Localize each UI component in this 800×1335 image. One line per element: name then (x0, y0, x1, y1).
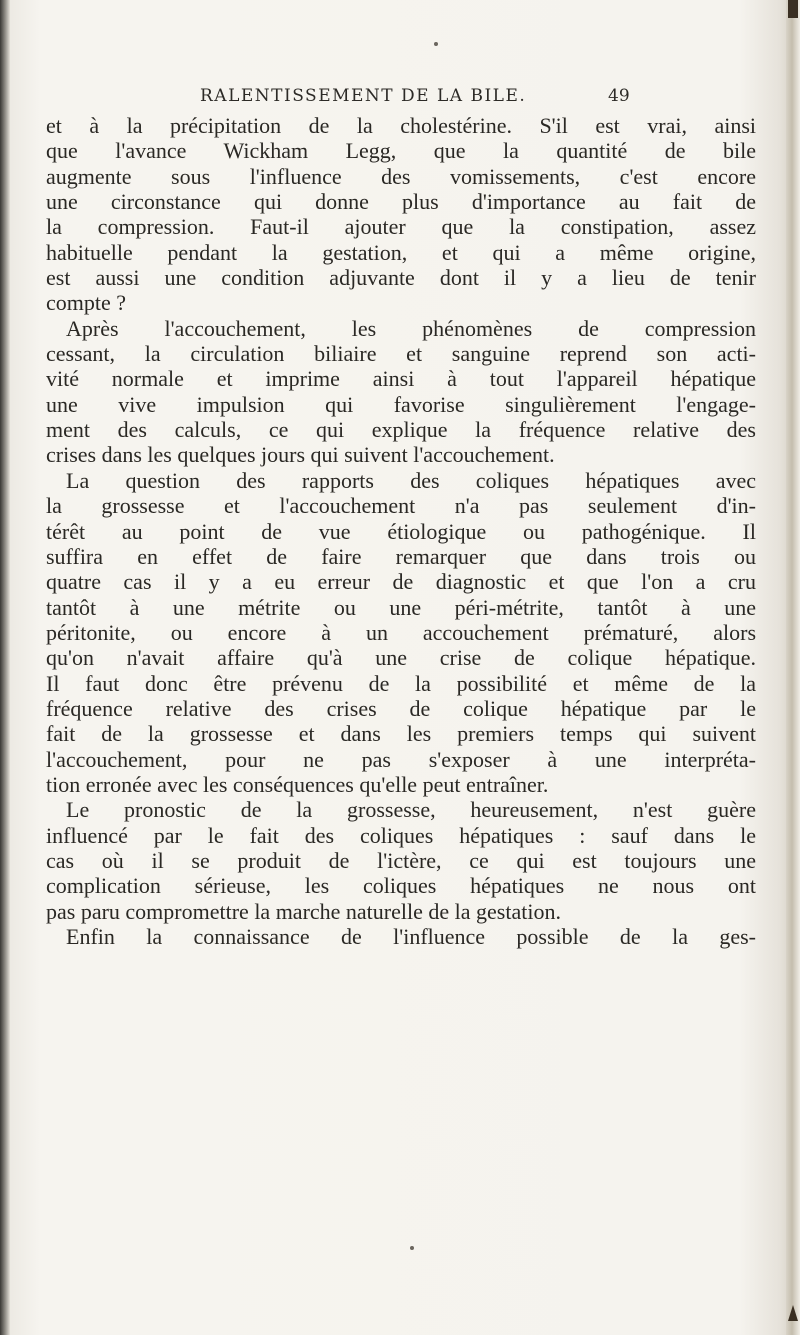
text-line: suffira en effet de faire remarquer que dans trois ou (46, 543, 756, 569)
text-line: et à la précipitation de la cholestérine. S'il est vrai, ainsi (46, 113, 756, 138)
text-line: cas où il se produit de l'ictère, ce qui est toujours une (46, 847, 756, 873)
page-edge (786, 0, 800, 1335)
paragraph-start-line: Enfin la connaissance de l'influence possible de la ges- (66, 924, 756, 949)
body-text (46, 113, 756, 949)
text-line: térêt au point de vue étiologique ou pathogénique. Il (46, 518, 756, 544)
paragraph-start-line: La question des rapports des coliques hépatiques avec (66, 467, 756, 493)
running-head (200, 86, 630, 106)
text-line: compte ? (46, 290, 127, 316)
text-line: une vive impulsion qui favorise singulièrement l'engage- (46, 391, 756, 417)
running-title: RALENTISSEMENT DE LA BILE. (200, 86, 527, 106)
speck-top (434, 42, 438, 46)
text-line: est aussi une condition adjuvante dont il y a lieu de tenir (46, 265, 756, 291)
text-line: quatre cas il y a eu erreur de diagnostic et que l'on a cru (46, 569, 756, 595)
text-line: pas paru compromettre la marche naturelle de la gestation. (46, 898, 561, 924)
corner-mark-top (788, 0, 798, 18)
text-line: qu'on n'avait affaire qu'à une crise de colique hépatique. (46, 645, 756, 671)
binding-edge (0, 0, 10, 1335)
text-line: tion erronée avec les conséquences qu'elle peut entraîner. (46, 771, 549, 797)
text-line: péritonite, ou encore à un accouchement prématuré, alors (46, 619, 756, 645)
text-line: ment des calculs, ce qui explique la fréquence relative des (46, 417, 756, 443)
paragraph-start-line: Après l'accouchement, les phénomènes de compression (66, 315, 756, 341)
text-line: cessant, la circulation biliaire et sanguine reprend son acti- (46, 341, 756, 367)
speck-bottom (410, 1246, 414, 1250)
text-line: vité normale et imprime ainsi à tout l'appareil hépatique (46, 366, 756, 392)
corner-mark-bottom (788, 1305, 798, 1321)
text-line: influencé par le fait des coliques hépatiques : sauf dans le (46, 822, 756, 848)
text-line: l'accouchement, pour ne pas s'exposer à une interpréta- (46, 746, 756, 772)
text-line: Il faut donc être prévenu de la possibilité et même de la (46, 670, 756, 696)
text-line: crises dans les quelques jours qui suivent l'accouchement. (46, 442, 555, 468)
text-line: que l'avance Wickham Legg, que la quantité de bile (46, 138, 756, 164)
paragraph-start-line: Le pronostic de la grossesse, heureusement, n'est guère (66, 797, 756, 823)
text-line: complication sérieuse, les coliques hépatiques ne nous ont (46, 873, 756, 899)
text-line: fait de la grossesse et dans les premiers temps qui suivent (46, 721, 756, 747)
text-line: une circonstance qui donne plus d'importance au fait de (46, 189, 756, 215)
text-line: la compression. Faut-il ajouter que la constipation, assez (46, 214, 756, 240)
text-line: fréquence relative des crises de colique hépatique par le (46, 695, 756, 721)
text-line: la grossesse et l'accouchement n'a pas seulement d'in- (46, 493, 756, 519)
text-line: tantôt à une métrite ou une péri-métrite, tantôt à une (46, 594, 756, 620)
page-number: 49 (608, 86, 630, 106)
text-line: habituelle pendant la gestation, et qui a même origine, (46, 239, 756, 265)
text-line: augmente sous l'influence des vomissements, c'est encore (46, 163, 756, 189)
